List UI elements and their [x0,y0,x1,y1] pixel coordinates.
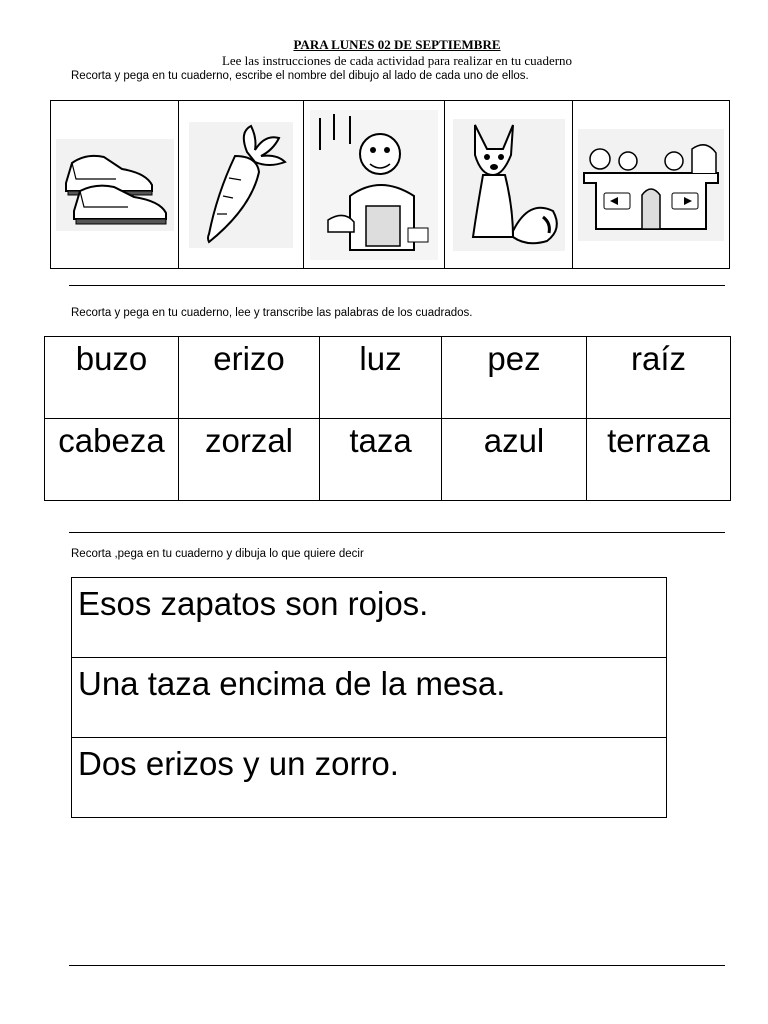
picture-cell [179,101,304,269]
divider [69,285,725,286]
word-cell: buzo [45,337,179,419]
picture-cell [51,101,179,269]
picture-cell [445,101,573,269]
word-table [44,336,731,501]
table-row [45,337,731,419]
word-cell: raíz [587,337,731,419]
picture-table [50,100,730,269]
page-title: PARA LUNES 02 DE SEPTIEMBRE [293,37,501,52]
activity1-instruction: Recorta y pega en tu cuaderno, escribe el nombre del dibujo al lado de cada uno de ellos. [71,70,529,82]
table-row [72,738,667,818]
word-cell: pez [442,337,587,419]
sentence-table [71,577,667,818]
word-cell: luz [320,337,442,419]
word-cell: azul [442,419,587,501]
sentence-cell: Una taza encima de la mesa. [72,658,667,738]
picture-cell [304,101,445,269]
shoemaker-icon [310,110,438,260]
picture-cell [573,101,730,269]
zoo-icon [578,129,724,241]
divider [69,965,725,966]
sentence-cell: Esos zapatos son rojos. [72,578,667,658]
divider [69,532,725,533]
activity3-instruction: Recorta ,pega en tu cuaderno y dibuja lo que quiere decir [71,548,364,560]
page-subtitle: Lee las instrucciones de cada actividad para realizar en tu cuaderno [221,53,573,68]
sentence-cell: Dos erizos y un zorro. [72,738,667,818]
word-cell: taza [320,419,442,501]
table-row [72,578,667,658]
activity2-instruction: Recorta y pega en tu cuaderno, lee y transcribe las palabras de los cuadrados. [71,307,473,319]
shoes-icon [56,139,174,231]
word-cell: zorzal [179,419,320,501]
carrot-icon [189,122,293,248]
fox-icon [453,119,565,251]
table-row [45,419,731,501]
word-cell: terraza [587,419,731,501]
word-cell: cabeza [45,419,179,501]
table-row [72,658,667,738]
word-cell: erizo [179,337,320,419]
